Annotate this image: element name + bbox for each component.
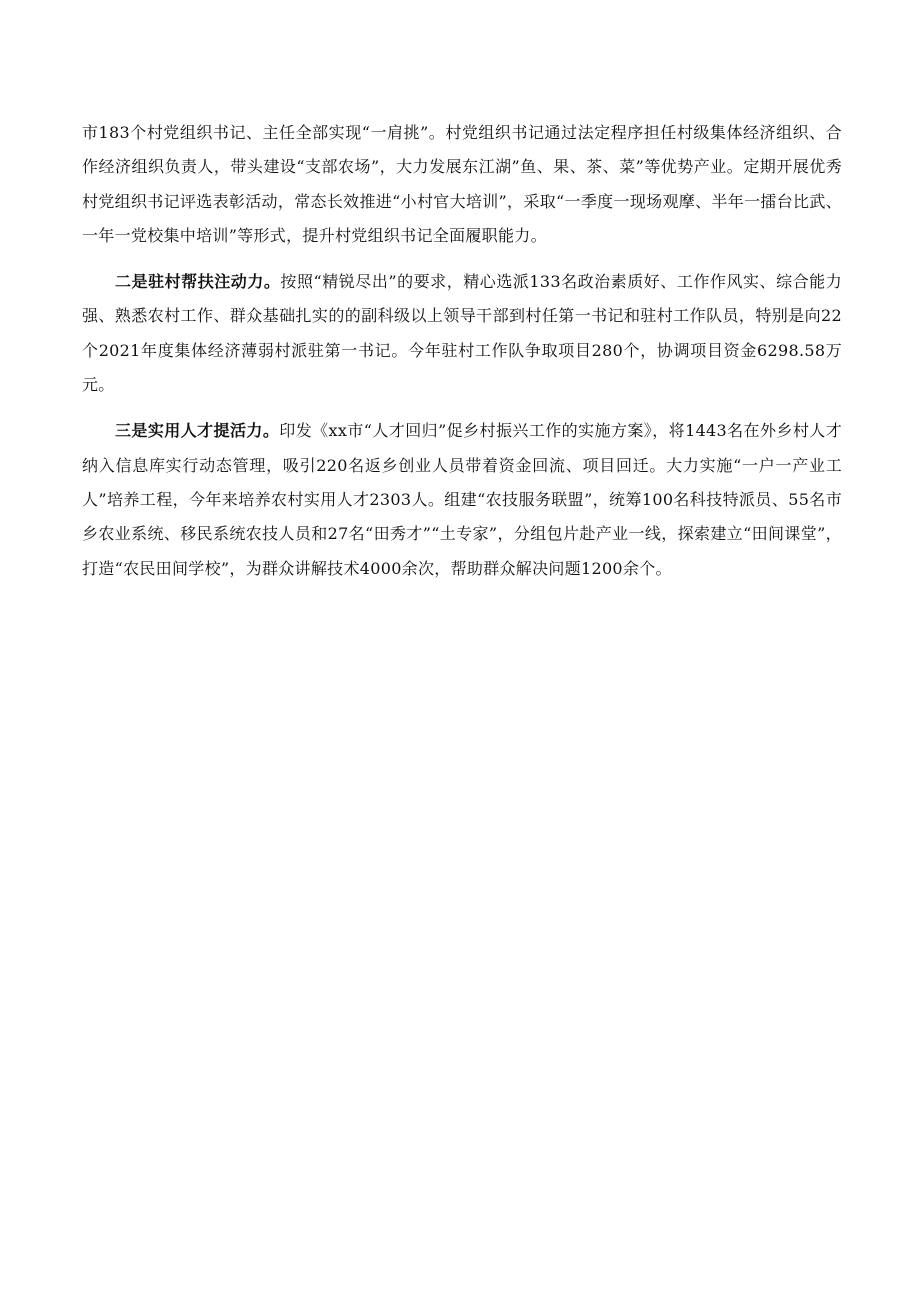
paragraph-text: 市183个村党组织书记、主任全部实现“一肩挑”。村党组织书记通过法定程序担任村级集体经济组织、合作经济组织负责人，带头建设“支部农场”，大力发展东江湖”鱼、果、茶、菜”等优势产业。定期开展优秀村党组织书记评选表彰活动，常态长效推进“小村官大培训”，采取“一季度一现场观摩、半年一擂台比武、一年一党校集中培训”等形式，提升村党组织书记全面履职能力。: [82, 123, 842, 245]
paragraph-heading: 三是实用人才提活力。: [115, 421, 280, 441]
paragraph-text: 印发《xx市“人才回归”促乡村振兴工作的实施方案》，将1443名在外乡村人才纳入信息库实行动态管理，吸引220名返乡创业人员带着资金回流、项目回迁。大力实施“一户一产业工人”培养工程，今年来培养农村实用人才2303人。组建“农技服务联盟”，统筹100名科技特派员、55名市乡农业系统、移民系统农技人员和27名“田秀才”“土专家”，分组包片赴产业一线，探索建立“田间课堂”，打造“农民田间学校”，为群众讲解技术4000余次，帮助群众解决问题1200余个。: [82, 421, 842, 578]
paragraph-practical-talent: [82, 414, 842, 585]
document-body: [82, 116, 842, 586]
paragraph-text: 按照“精锐尽出”的要求，精心选派133名政治素质好、工作作风实、综合能力强、熟悉农村工作、群众基础扎实的的副科级以上领导干部到村任第一书记和驻村工作队员，特别是向22个2021年度集体经济薄弱村派驻第一书记。今年驻村工作队争取项目280个，协调项目资金6298.58万元。: [82, 272, 842, 395]
paragraph-village-assistance: [82, 265, 842, 402]
paragraph-village-secretaries: [82, 116, 842, 253]
paragraph-heading: 二是驻村帮扶注动力。: [115, 272, 281, 292]
